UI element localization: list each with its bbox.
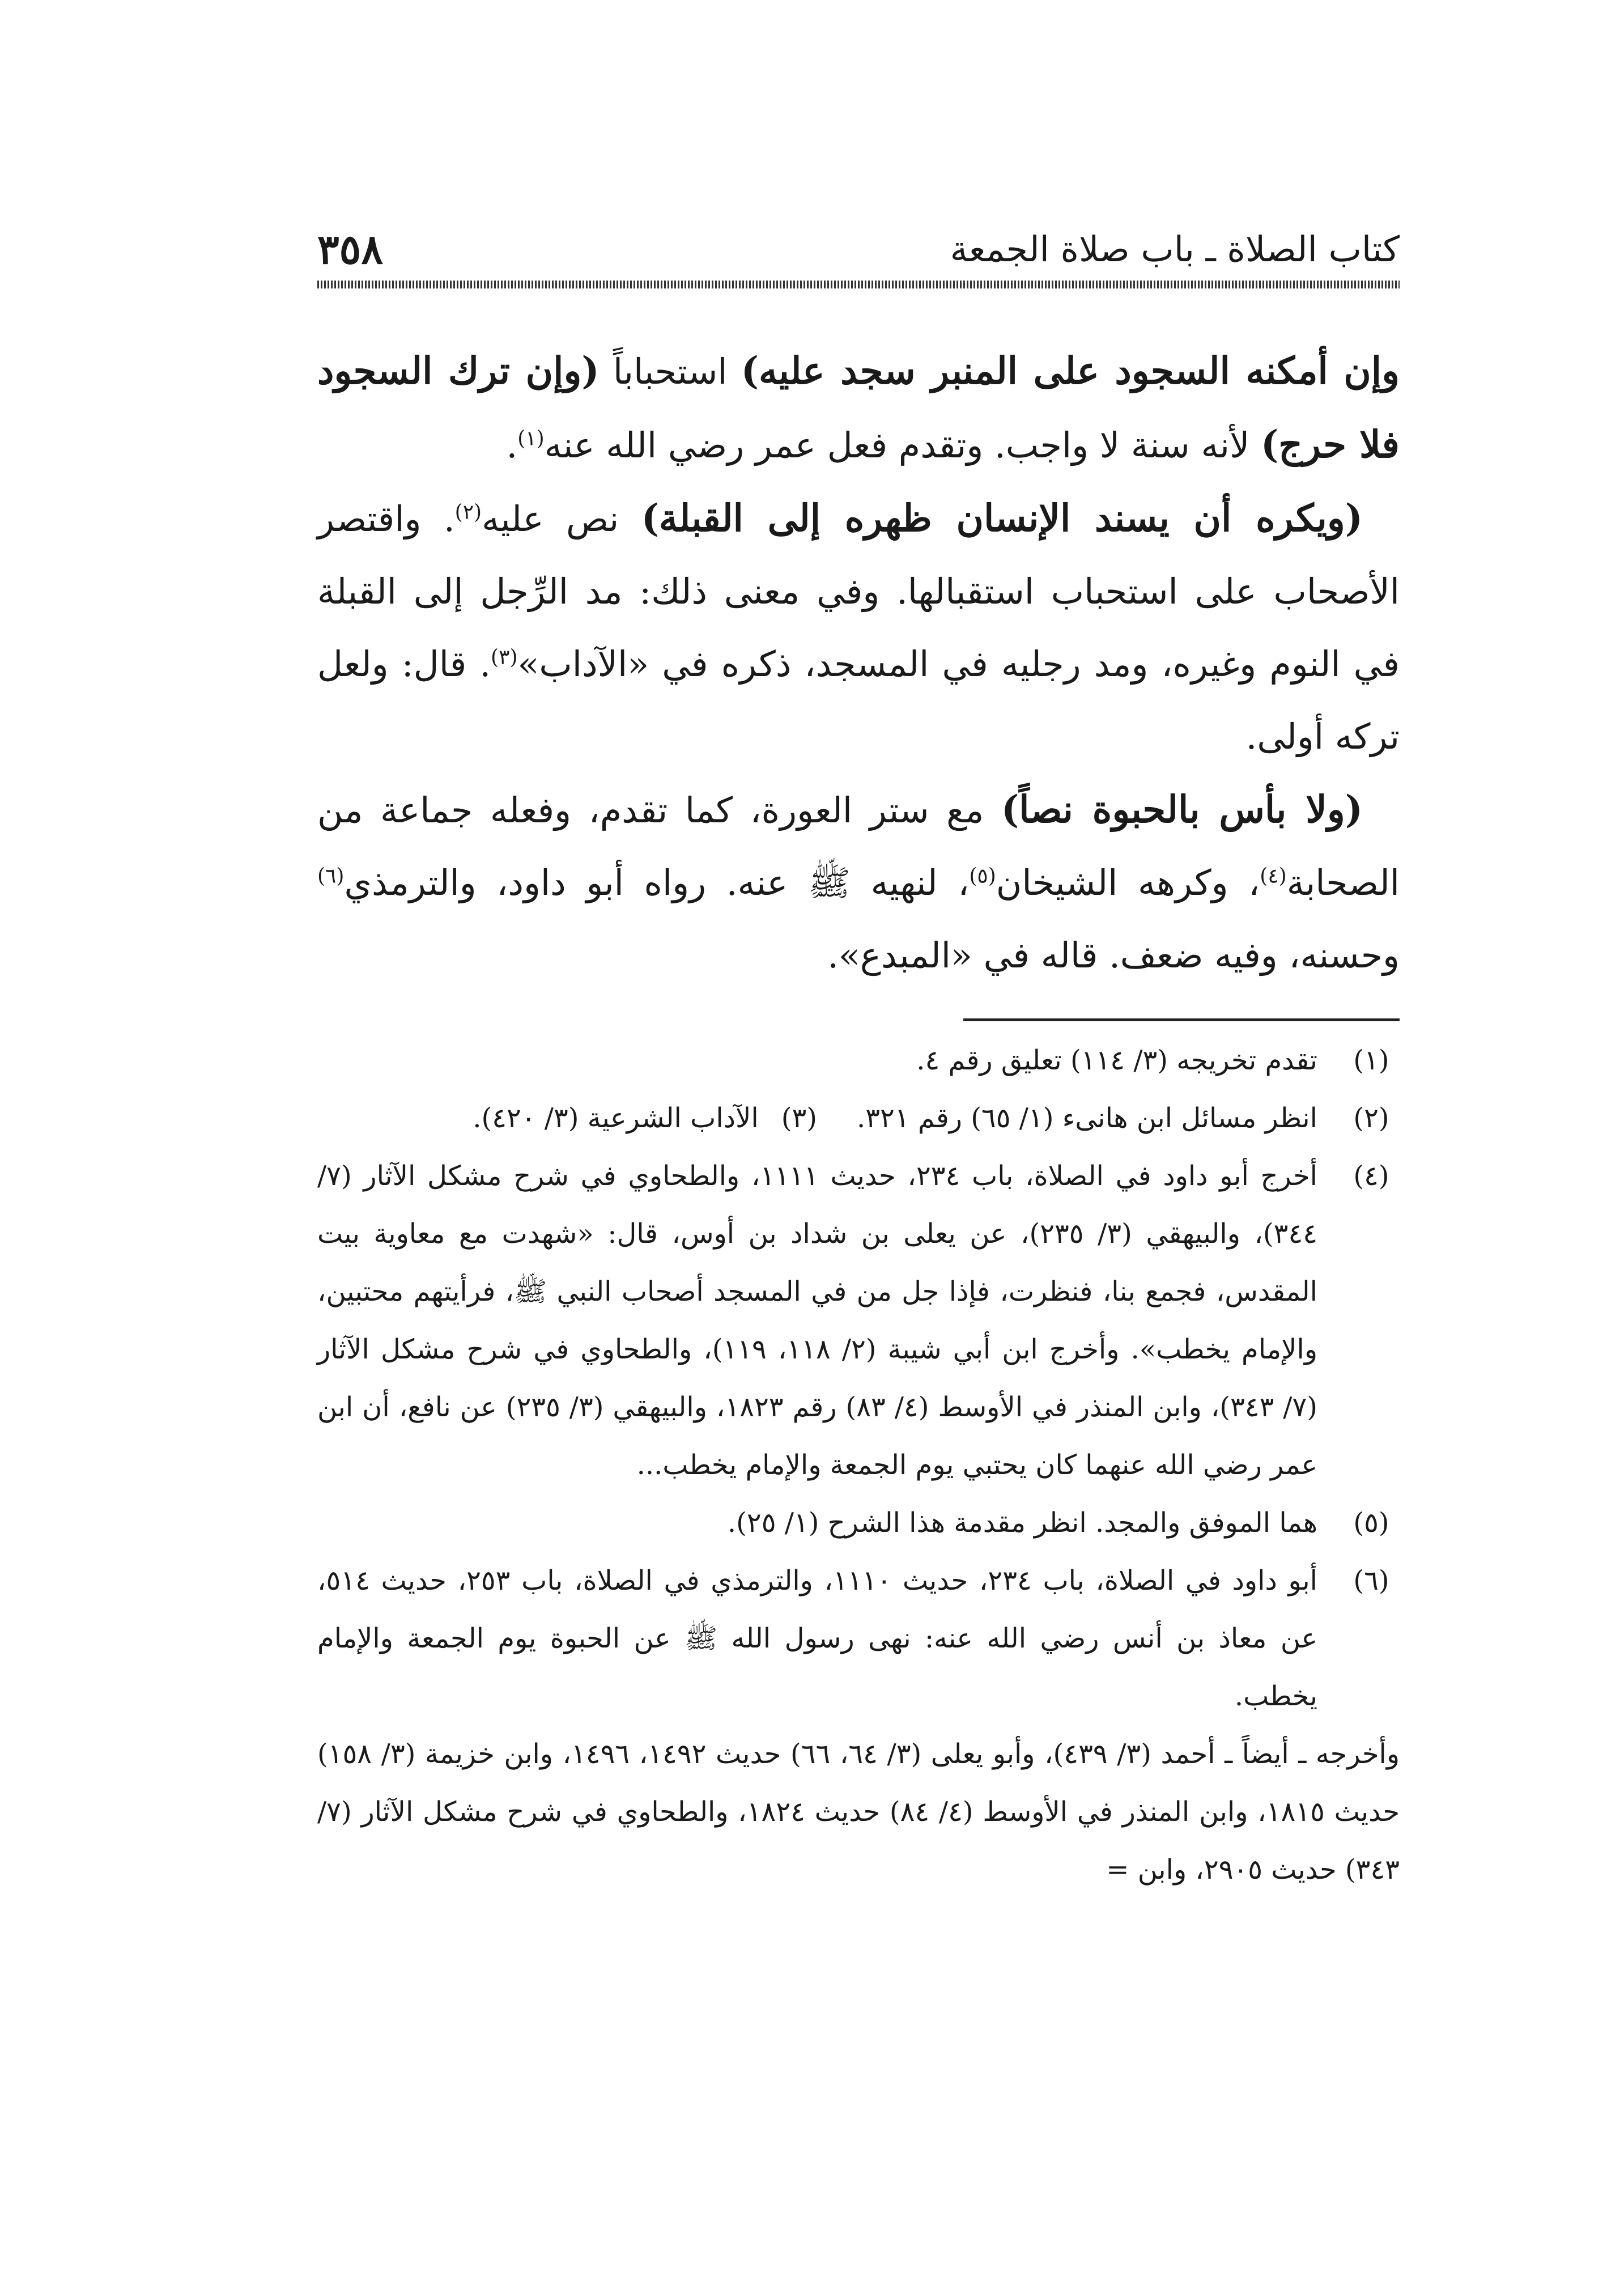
paragraph bbox=[317, 482, 1400, 773]
footnote-text: أبو داود في الصلاة، باب ٢٣٤، حديث ١١١٠، والترمذي في الصلاة، باب ٢٥٣، حديث ٥١٤، عن معاذ بن أنس رضي الله عنه: نهى رسول الله ﷺ عن الحبوة يوم الجمعة والإمام يخطب. bbox=[317, 1565, 1318, 1712]
footnote-text: أخرج أبو داود في الصلاة، باب ٢٣٤، حديث ١١١١، والطحاوي في شرح مشكل الآثار (٧/ ٣٤٤)، والبيهقي (٣/ ٢٣٥)، عن يعلى بن شداد بن أوس، قال: «شهدت مع معاوية بيت المقدس، فجمع بنا، فنظرت، فإذا جل من في المسجد أصحاب النبي ﷺ، فرأيتهم محتبين، والإمام يخطب». وأخرج ابن أبي شيبة (٢/ ١١٨، ١١٩)، والطحاوي في شرح مشكل الآثار (٧/ ٣٤٣)، وابن المنذر في الأوسط (٤/ ٨٣) رقم ١٨٢٣، والبيهقي (٣/ ٢٣٥) عن نافع، أن ابن عمر رضي الله عنهما كان يحتبي يوم الجمعة والإمام يخطب... bbox=[317, 1160, 1318, 1481]
footnote-number: (٥) bbox=[1353, 1507, 1389, 1539]
text-run: استحباباً bbox=[599, 351, 741, 392]
page-header bbox=[317, 224, 1400, 275]
page-number: ٣٥٨ bbox=[317, 225, 384, 273]
text-run: . قال: ولعل تركه أولى. bbox=[317, 643, 1400, 757]
text-run: . واقتصر الأصحاب على استحباب استقبالها. وفي معنى ذلك: مد الرِّجل إلى القبلة في النوم وغيره، ومد رجليه في المسجد، ذكره في «الآداب» bbox=[317, 498, 1400, 685]
footnote-ref[interactable]: (١) bbox=[517, 427, 545, 451]
header-divider bbox=[317, 281, 1400, 288]
footnote-text: وأخرجه ـ أيضاً ـ أحمد (٣/ ٤٣٩)، وأبو يعلى (٣/ ٦٤، ٦٦) حديث ١٤٩٢، ١٤٩٦، وابن خزيمة (٣/ ١٥٨) حديث ١٨١٥، وابن المنذر في الأوسط (٤/ ٨٤) حديث ١٨٢٤، والطحاوي في شرح مشكل الآثار (٧/ ٣٤٣) حديث ٢٩٠٥، وابن = bbox=[317, 1738, 1400, 1886]
footnote-text: هما الموفق والمجد. انظر مقدمة هذا الشرح (١/ ٢٥). bbox=[727, 1507, 1317, 1539]
footnote-text: الآداب الشرعية (٣/ ٤٢٠). bbox=[473, 1102, 759, 1134]
footnote-ref[interactable]: (٣) bbox=[491, 646, 518, 669]
footnote-number: (٢) bbox=[1353, 1102, 1389, 1134]
footnote bbox=[317, 1552, 1400, 1725]
footnote-text: تقدم تخريجه (٣/ ١١٤) تعليق رقم ٤. bbox=[916, 1044, 1317, 1076]
paragraph bbox=[317, 773, 1400, 992]
book-page bbox=[317, 0, 1400, 2293]
footnote-continuation bbox=[317, 1725, 1400, 1899]
footnote-ref[interactable]: (٤) bbox=[1260, 864, 1287, 888]
footnote bbox=[317, 1031, 1400, 1089]
footnote bbox=[317, 1494, 1400, 1552]
footnote bbox=[317, 1147, 1400, 1494]
footnote-number: (١) bbox=[1353, 1044, 1389, 1076]
text-run: ، لنهيه ﷺ عنه. رواه أبو داود، والترمذي bbox=[344, 862, 970, 903]
running-title: كتاب الصلاة ـ باب صلاة الجمعة bbox=[950, 228, 1400, 270]
footnote-ref[interactable]: (٢) bbox=[454, 500, 482, 524]
footnote-text: انظر مسائل ابن هانىء (١/ ٦٥) رقم ٣٢١. bbox=[857, 1102, 1317, 1134]
bold-text: وإن أمكنه السجود على المنبر سجد عليه) bbox=[741, 349, 1400, 393]
paragraph bbox=[317, 334, 1400, 482]
footnote-number: (٦) bbox=[1353, 1565, 1389, 1596]
text-run: ، وكرهه الشيخان bbox=[996, 862, 1260, 903]
bold-text: (ويكره أن يسند الإنسان ظهره إلى القبلة) bbox=[641, 496, 1363, 540]
footnote-ref[interactable]: (٥) bbox=[969, 864, 996, 888]
text-run: نص عليه bbox=[482, 498, 641, 540]
text-run: لأنه سنة لا واجب. وتقدم فعل عمر رضي الله عنه bbox=[544, 424, 1261, 466]
main-text bbox=[317, 334, 1400, 992]
text-run: . bbox=[506, 424, 518, 466]
text-run: وحسنه، وفيه ضعف. قاله في «المبدع». bbox=[827, 935, 1400, 976]
bold-text: (وإن ترك السجود فلا حرج) bbox=[317, 349, 1400, 466]
footnote bbox=[317, 1089, 1400, 1147]
footnotes bbox=[317, 1031, 1400, 1899]
footnote-number: (٣) bbox=[781, 1102, 817, 1134]
footnote-ref[interactable]: (٦) bbox=[317, 864, 345, 888]
footnote-number: (٤) bbox=[1353, 1160, 1389, 1192]
footnote-divider bbox=[963, 1018, 1400, 1021]
bold-text: (ولا بأس بالحبوة نصاً) bbox=[1001, 787, 1363, 831]
text-run: مع ستر العورة، كما تقدم، وفعله جماعة من الصحابة bbox=[317, 789, 1400, 903]
